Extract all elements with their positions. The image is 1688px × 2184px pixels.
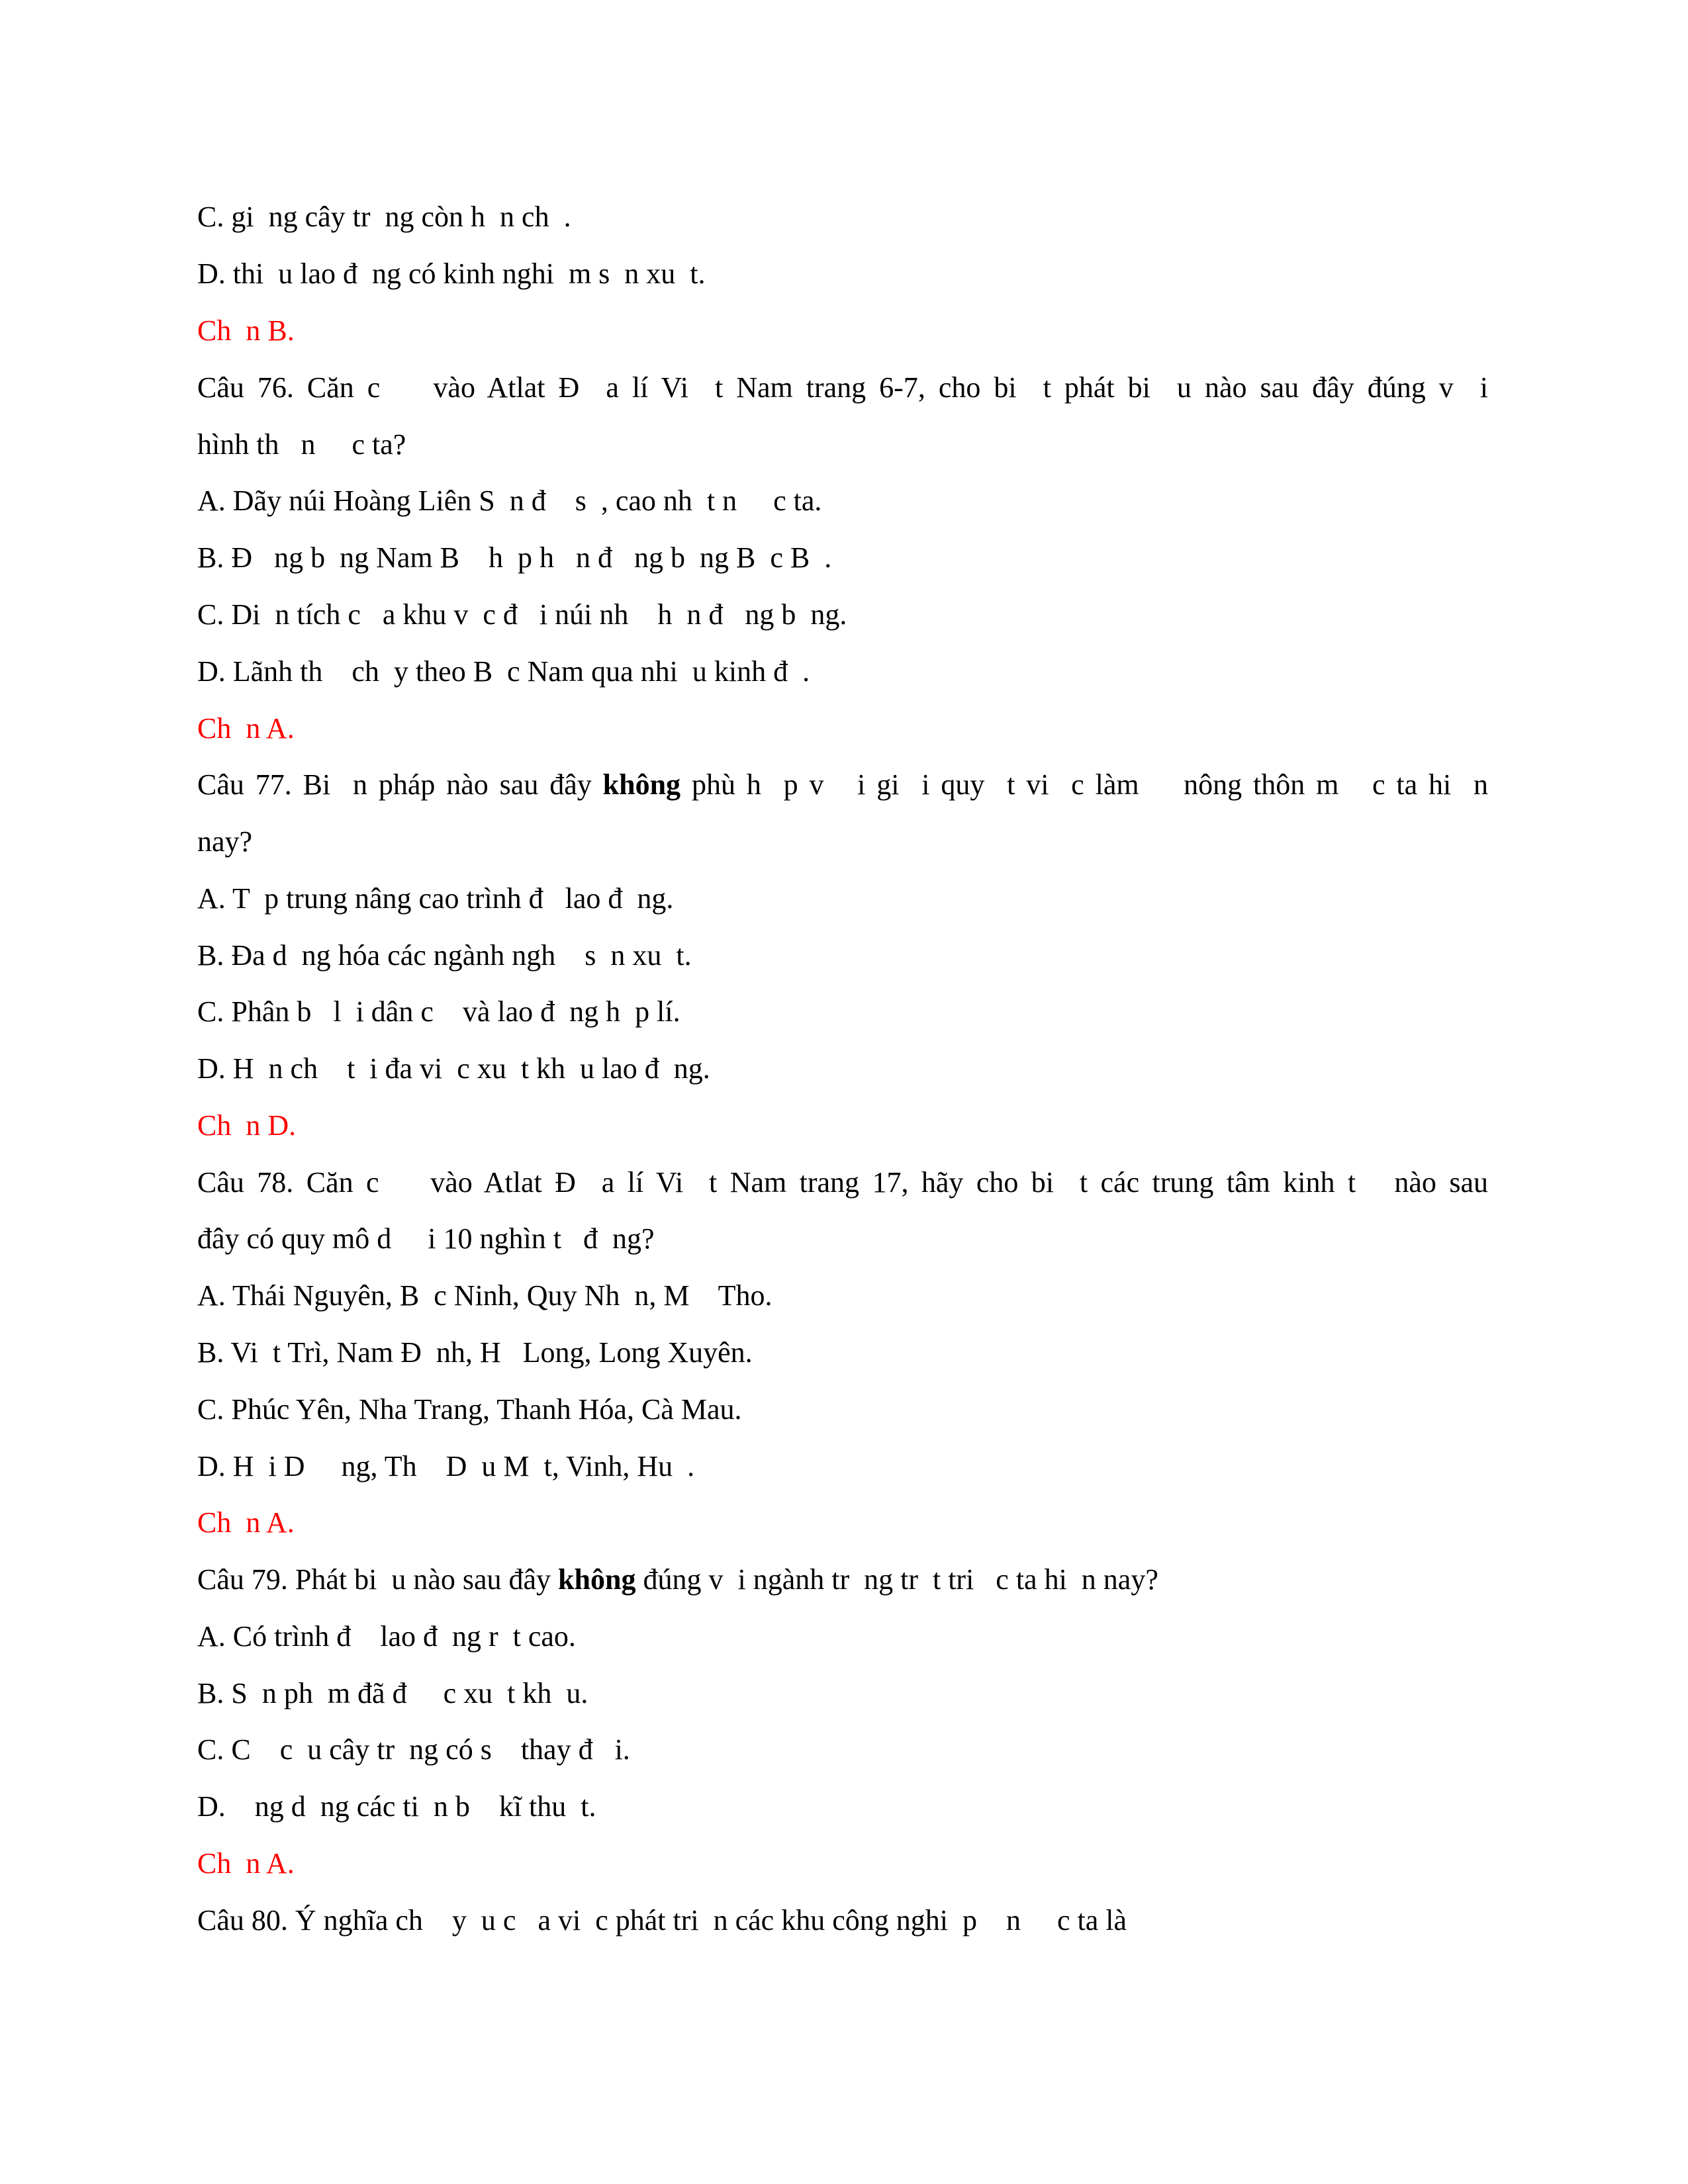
q77-option-d: D. H n ch t i đa vi c xu t kh u lao đ ng. [197,1052,710,1085]
q77-stem-line1 [197,768,1488,802]
q79-stem-post: đúng v i ngành tr ng tr t tri c ta hi n nay? [635,1563,1158,1596]
q76-answer: Ch n A. [197,712,295,745]
q79-stem-pre: Câu 79. Phát bi u nào sau đây [197,1563,559,1596]
q77-stem-line2: nay? [197,825,253,858]
q76-option-b: B. Đ ng b ng Nam B h p h n đ ng b ng B c B . [197,541,832,574]
q75-answer: Ch n B. [197,314,295,347]
q78-answer: Ch n A. [197,1506,295,1539]
q77-answer: Ch n D. [197,1109,297,1142]
q79-answer: Ch n A. [197,1847,295,1880]
q77-option-b: B. Đa d ng hóa các ngành ngh s n xu t. [197,939,692,972]
q76-stem-line1: Câu 76. Căn c vào Atlat Đ a lí Vi t Nam trang 6-7, cho bi t phát bi u nào sau đây đúng v i [197,371,1488,404]
q77-option-a: A. T p trung nâng cao trình đ lao đ ng. [197,882,674,915]
q79-option-c: C. C c u cây tr ng có s thay đ i. [197,1733,630,1766]
q76-stem-line2: hình th n c ta? [197,428,406,461]
q78-option-a: A. Thái Nguyên, B c Ninh, Quy Nh n, M Tho. [197,1279,773,1312]
q76-option-d: D. Lãnh th ch y theo B c Nam qua nhi u kinh đ . [197,655,810,688]
q78-option-c: C. Phúc Yên, Nha Trang, Thanh Hóa, Cà Mau. [197,1393,742,1426]
q76-option-c: C. Di n tích c a khu v c đ i núi nh h n đ ng b ng. [197,598,847,631]
q75-option-c: C. gi ng cây tr ng còn h n ch . [197,201,571,233]
q77-stem-post: phù h p v i gi i quy t vi c làm nông thôn m c ta hi n [680,768,1488,801]
q79-stem-line1 [197,1563,1158,1597]
q78-stem-line2: đây có quy mô d i 10 nghìn t đ ng? [197,1222,655,1255]
q80-stem-line1: Câu 80. Ý nghĩa ch y u c a vi c phát tri n các khu công nghi p n c ta là [197,1904,1127,1936]
q79-option-d: D. ng d ng các ti n b kĩ thu t. [197,1790,596,1823]
q75-option-d: D. thi u lao đ ng có kinh nghi m s n xu t. [197,257,706,290]
q77-stem-bold: không [602,768,681,801]
q77-option-c: C. Phân b l i dân c và lao đ ng h p lí. [197,995,680,1028]
q78-option-d: D. H i D ng, Th D u M t, Vinh, Hu . [197,1450,695,1482]
q76-option-a: A. Dãy núi Hoàng Liên S n đ s , cao nh t n c ta. [197,484,822,517]
q79-option-a: A. Có trình đ lao đ ng r t cao. [197,1620,576,1653]
q77-stem-pre: Câu 77. Bi n pháp nào sau đây [197,768,603,801]
q79-option-b: B. S n ph m đã đ c xu t kh u. [197,1677,588,1709]
q79-stem-bold: không [558,1563,636,1596]
q78-stem-line1: Câu 78. Căn c vào Atlat Đ a lí Vi t Nam trang 17, hãy cho bi t các trung tâm kinh t nào sau [197,1166,1488,1199]
q78-option-b: B. Vi t Trì, Nam Đ nh, H Long, Long Xuyên. [197,1336,753,1369]
